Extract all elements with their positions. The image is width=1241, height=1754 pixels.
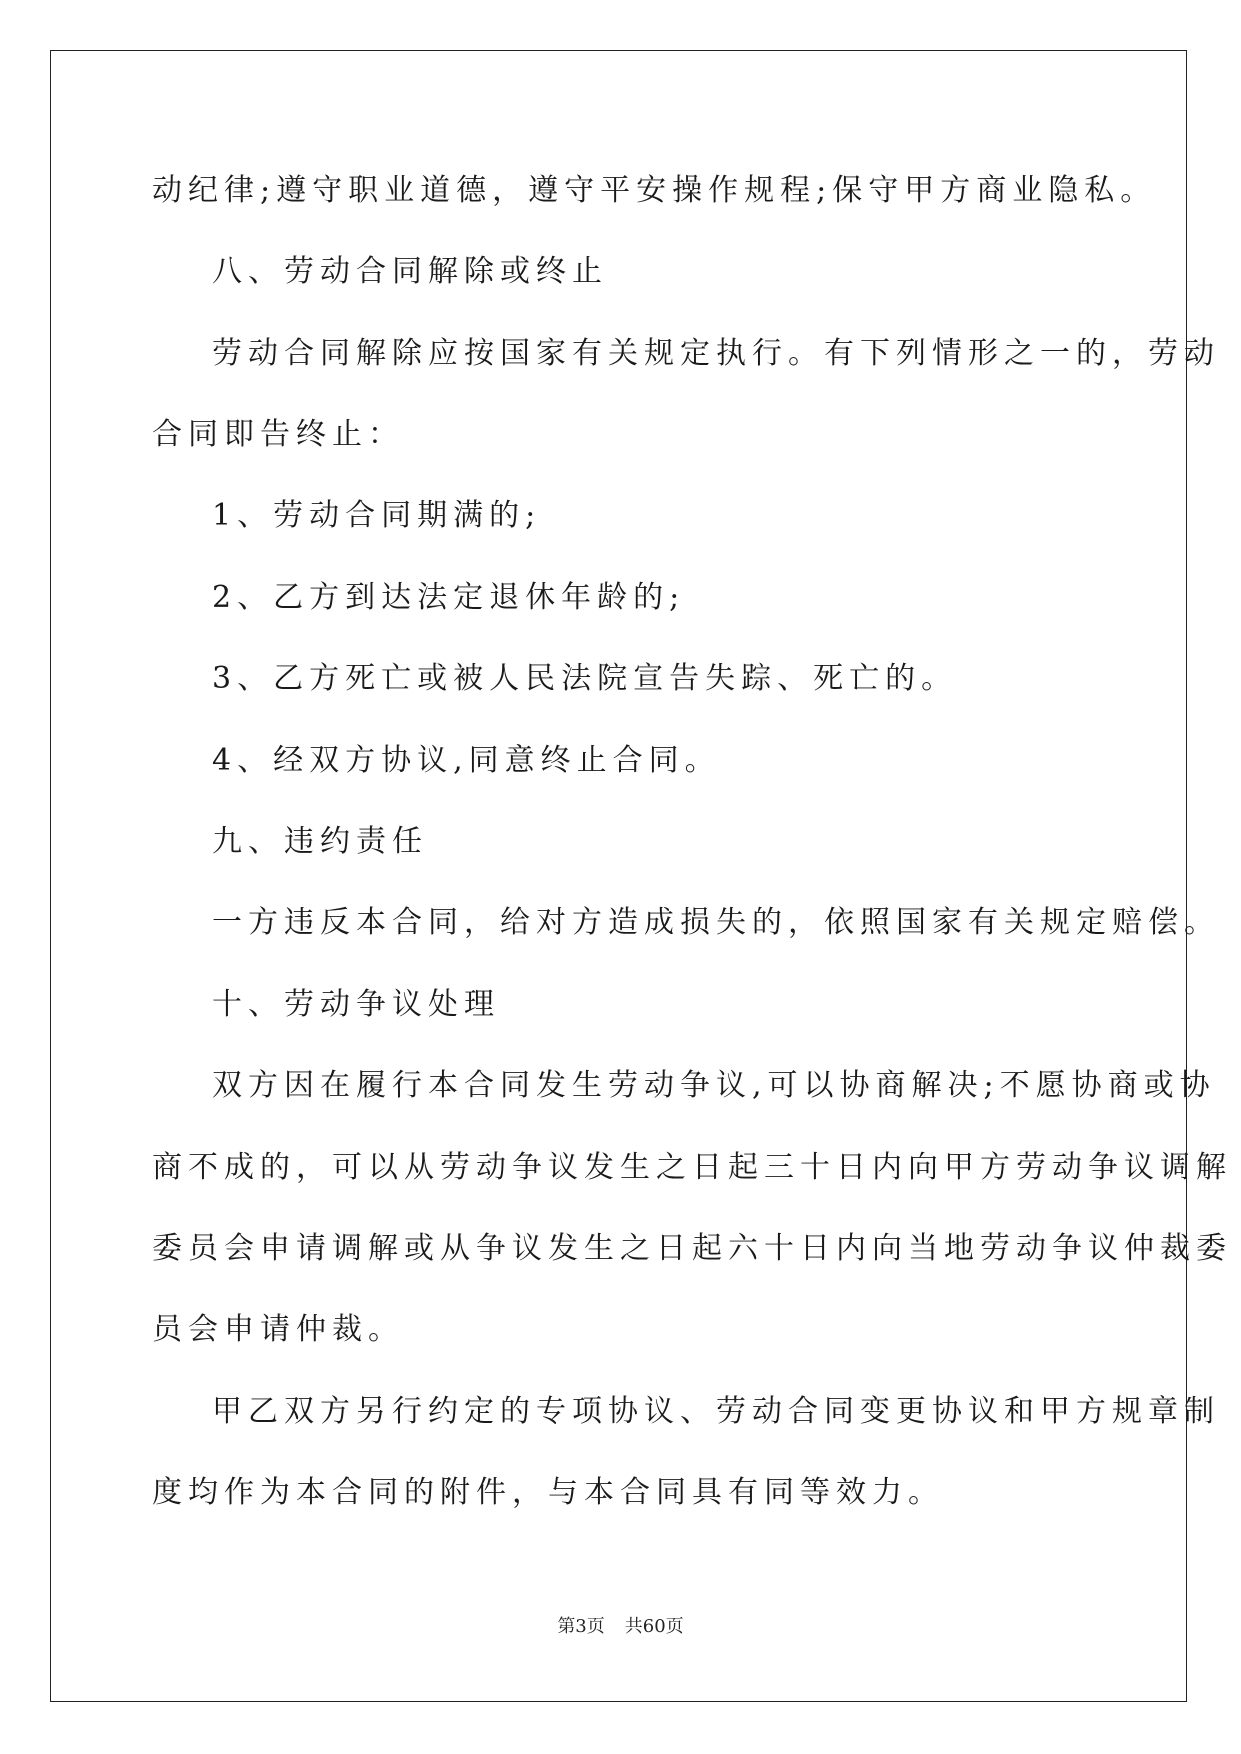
text-line-12: 双方因在履行本合同发生劳动争议,可以协商解决;不愿协商或协 (212, 1068, 1216, 1103)
page-total: 共60页 (624, 1616, 684, 1637)
text-line-16: 甲乙双方另行约定的专项协议、劳动合同变更协议和甲方规章制 (212, 1394, 1220, 1429)
page-border (50, 50, 1187, 1702)
section-heading-9: 九、违约责任 (212, 824, 428, 859)
text-line-1: 动纪律;遵守职业道德，遵守平安操作规程;保守甲方商业隐私。 (152, 173, 1157, 208)
text-line-13: 商不成的，可以从劳动争议发生之日起三十日内向甲方劳动争议调解 (152, 1150, 1232, 1185)
text-line-4: 合同即告终止： (152, 417, 404, 452)
text-line-3: 劳动合同解除应按国家有关规定执行。有下列情形之一的，劳动 (212, 336, 1220, 371)
text-line-10: 一方违反本合同，给对方造成损失的，依照国家有关规定赔偿。 (212, 905, 1220, 940)
page-footer (0, 1616, 1241, 1638)
text-line-14: 委员会申请调解或从争议发生之日起六十日内向当地劳动争议仲裁委 (152, 1231, 1232, 1266)
section-heading-10: 十、劳动争议处理 (212, 987, 500, 1022)
text-line-15: 员会申请仲裁。 (152, 1312, 404, 1347)
text-line-17: 度均作为本合同的附件，与本合同具有同等效力。 (152, 1475, 944, 1510)
list-item-1: 1、劳动合同期满的; (212, 498, 542, 533)
section-heading-8: 八、劳动合同解除或终止 (212, 254, 608, 289)
list-item-3: 3、乙方死亡或被人民法院宣告失踪、死亡的。 (212, 661, 958, 696)
list-item-4: 4、经双方协议,同意终止合同。 (212, 743, 721, 778)
page-number: 第3页 (557, 1616, 605, 1637)
list-item-2: 2、乙方到达法定退休年龄的; (212, 580, 686, 615)
